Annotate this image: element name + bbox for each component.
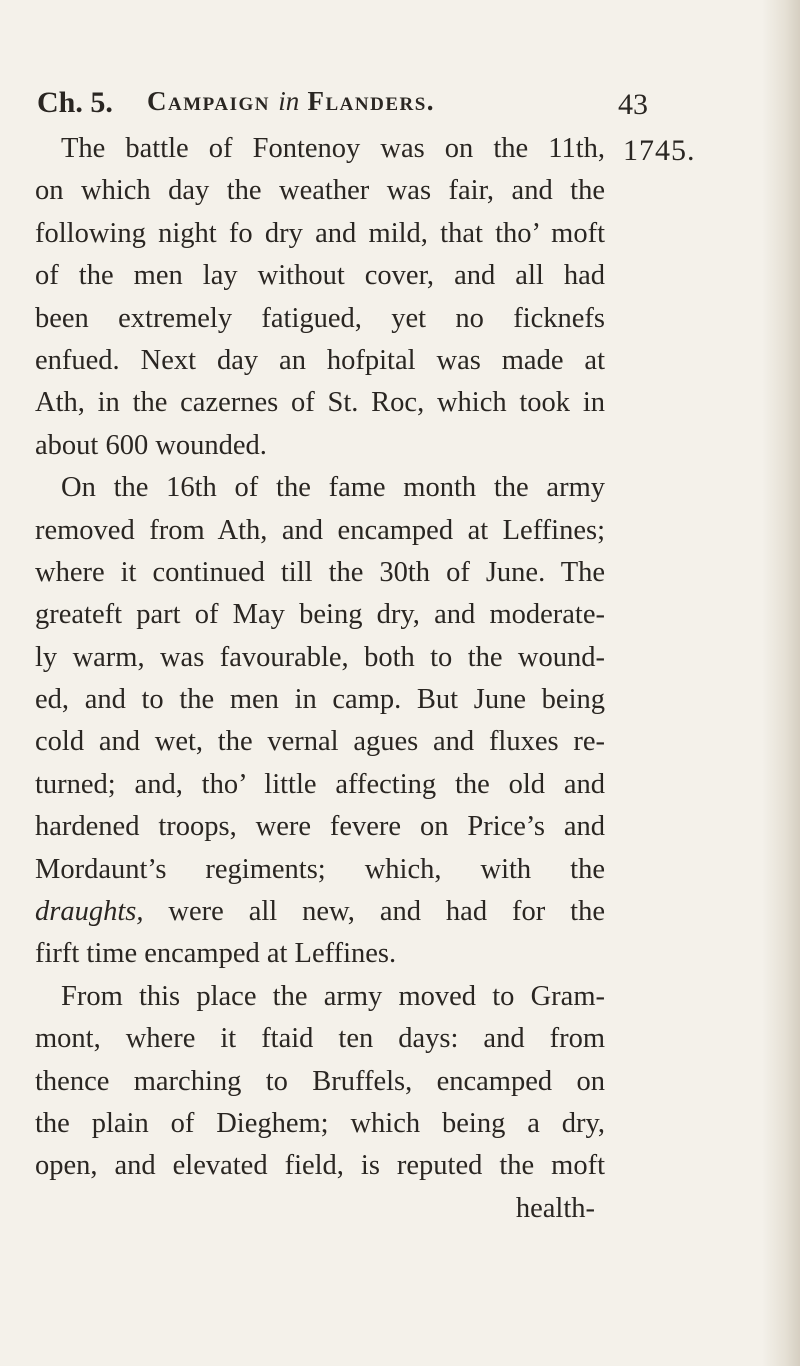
text-line: removed from Ath, and encamped at Leffines; bbox=[35, 514, 605, 546]
body-text bbox=[35, 128, 605, 1230]
running-title-flanders: Flanders. bbox=[307, 86, 436, 116]
text-line-rest: were all new, and had for the bbox=[168, 896, 605, 928]
text-line: From this place the army moved to Gram- bbox=[61, 980, 605, 1012]
text-line: thence marching to Bruffels, encamped on bbox=[35, 1065, 605, 1097]
text-line: hardened troops, were fevere on Price’s and bbox=[35, 811, 605, 843]
catchword: health- bbox=[515, 1192, 595, 1224]
page-edge-shading bbox=[762, 0, 800, 1366]
text-line: open, and elevated field, is reputed the moft bbox=[35, 1150, 605, 1182]
text-line: been extremely fatigued, yet no ficknefs bbox=[35, 302, 605, 334]
text-line: enfued. Next day an hofpital was made at bbox=[35, 344, 605, 376]
text-line: firft time encamped at Leffines. bbox=[35, 938, 397, 970]
running-title-campaign: Campaign bbox=[147, 86, 270, 116]
page-number: 43 bbox=[618, 88, 648, 121]
text-line: Ath, in the cazernes of St. Roc, which took in bbox=[35, 387, 605, 419]
running-title-in: in bbox=[278, 86, 300, 116]
text-line: about 600 wounded. bbox=[35, 429, 267, 461]
running-title bbox=[147, 86, 435, 117]
text-line: The battle of Fontenoy was on the 11th, bbox=[61, 133, 605, 164]
text-line-with-italic bbox=[35, 891, 605, 933]
text-line: on which day the weather was fair, and the bbox=[35, 175, 605, 207]
italic-word: draughts, bbox=[35, 896, 144, 928]
text-line: greateft part of May being dry, and moderate- bbox=[35, 599, 605, 631]
text-line: ly warm, was favourable, both to the wound- bbox=[35, 641, 605, 673]
text-line: the plain of Dieghem; which being a dry, bbox=[35, 1107, 605, 1139]
text-line: turned; and, tho’ little affecting the old and bbox=[35, 768, 605, 800]
margin-year: 1745. bbox=[623, 134, 696, 167]
text-line: On the 16th of the fame month the army bbox=[61, 472, 605, 504]
text-line: mont, where it ftaid ten days: and from bbox=[35, 1023, 605, 1055]
text-line: cold and wet, the vernal agues and fluxes re- bbox=[35, 726, 605, 758]
text-line: following night fo dry and mild, that tho’ moft bbox=[35, 217, 605, 249]
text-line: of the men lay without cover, and all had bbox=[35, 260, 605, 292]
text-line: where it continued till the 30th of June. The bbox=[35, 556, 605, 588]
text-line: Mordaunt’s regiments; which, with the bbox=[35, 853, 605, 885]
running-head bbox=[37, 86, 677, 126]
text-line: ed, and to the men in camp. But June being bbox=[35, 684, 605, 716]
chapter-number: Ch. 5. bbox=[37, 86, 113, 119]
